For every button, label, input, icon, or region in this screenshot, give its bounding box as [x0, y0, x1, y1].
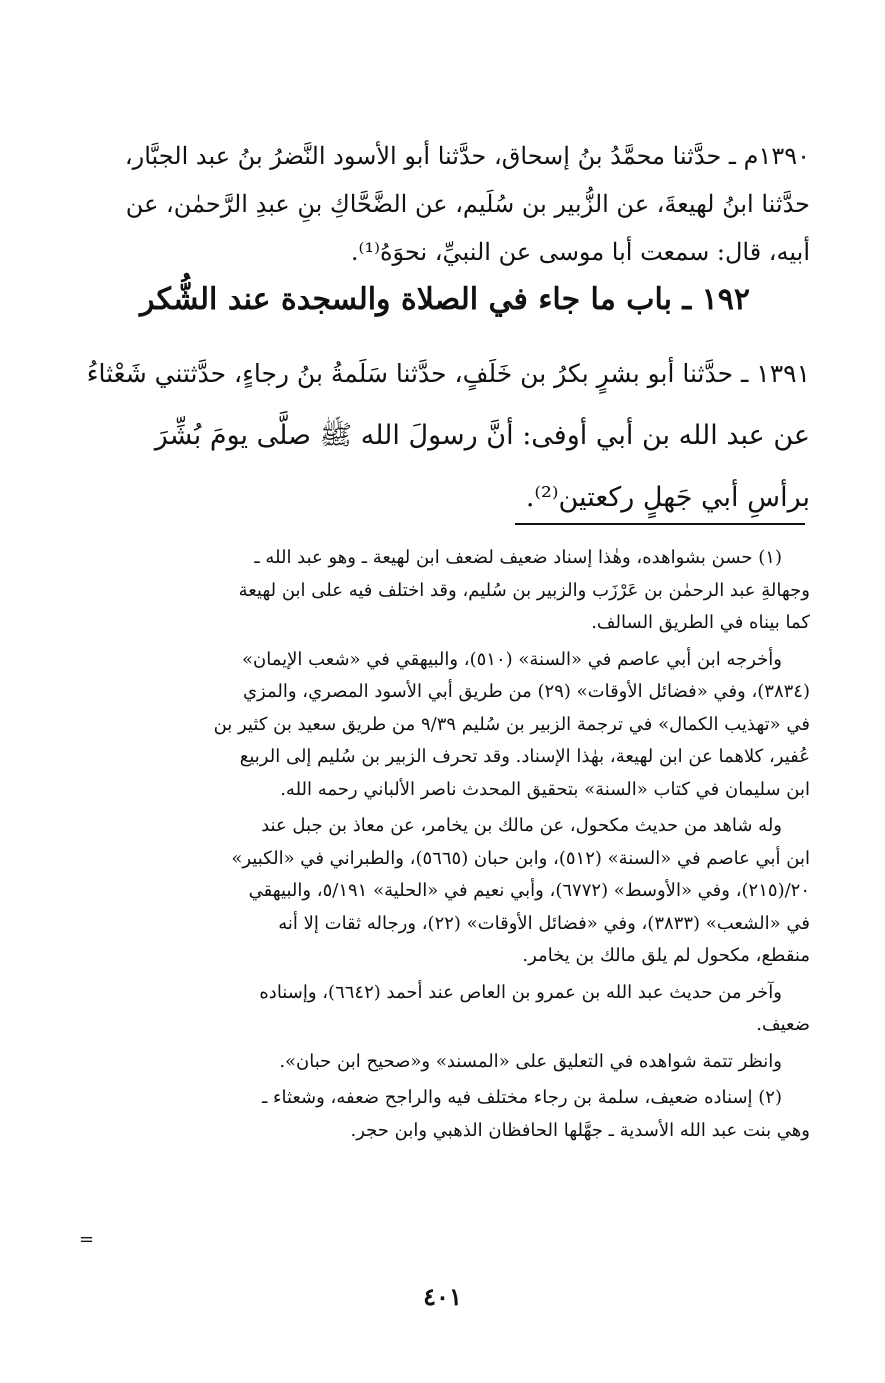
footnote-separator	[515, 523, 805, 525]
footnote-paragraph	[80, 977, 810, 1042]
footnote-line: عُفير، كلاهما عن ابن لهيعة، بهٰذا الإسناد. وقد تحرف الزبير بن سُليم إلى الربيع	[239, 746, 810, 767]
footnote-paragraph	[80, 1046, 810, 1079]
continuation-mark: =	[79, 1229, 95, 1250]
footnote-line: (٣٨٣٤)، وفي «فضائل الأوقات» (٢٩) من طريق أبي الأسود المصري، والمزي	[242, 681, 810, 702]
text-line: عن عبد الله بن أبي أوفى: أنَّ رسولَ الله ﷺ صلَّى يومَ بُشِّرَ	[154, 420, 810, 451]
footnote-line: في «الشعب» (٣٨٣٣)، وفي «فضائل الأوقات» (٢٢)، ورجاله ثقات إلا أنه	[278, 912, 810, 934]
footnote-line: وجهالةِ عبد الرحمٰن بن عَرْزَب والزبير بن سُليم، وقد اختلف فيه على ابن لهيعة	[238, 579, 810, 601]
hadith-1390	[80, 132, 810, 276]
footnote-line: منقطع، مكحول لم يلق مالك بن يخامر.	[522, 945, 810, 966]
footnote-paragraph	[80, 644, 810, 807]
footnote-paragraph	[80, 542, 810, 640]
footnote-line: وأخرجه ابن أبي عاصم في «السنة» (٥١٠)، والبيهقي في «شعب الإيمان»	[242, 648, 782, 670]
footnote-line: ابن سليمان في كتاب «السنة» بتحقيق المحدث ناصر الألباني رحمه الله.	[280, 778, 810, 800]
footnote-paragraph	[80, 1082, 810, 1147]
footnote-line: ٢٠/(٢١٥)، وفي «الأوسط» (٦٧٧٢)، وأبي نعيم في «الحلية» ٥/١٩١، والبيهقي	[248, 880, 810, 901]
footnote-line: في «تهذيب الكمال» في ترجمة الزبير بن سُليم ٩/٣٩ من طريق سعيد بن كثير بن	[213, 713, 810, 735]
page-number: ٤٠١	[423, 1282, 462, 1311]
footnote-line: وله شاهد من حديث مكحول، عن مالك بن يخامر، عن معاذ بن جبل عند	[261, 815, 782, 836]
footnotes	[80, 542, 810, 1147]
footnote-line: ابن أبي عاصم في «السنة» (٥١٢)، وابن حبان (٥٦٦٥)، والطبراني في «الكبير»	[231, 847, 810, 869]
text-line: حدَّثنا ابنُ لهيعةَ، عن الزُّبير بن سُلَيم، عن الضَّحَّاكِ بنِ عبدِ الرَّحمٰن، عن	[125, 190, 810, 218]
footnote-line: وهي بنت عبد الله الأسدية ـ جهَّلها الحافظان الذهبي وابن حجر.	[350, 1119, 810, 1141]
text-line: أبيه، قال: سمعت أبا موسى عن النبيِّ، نحوَهُ⁽¹⁾.	[350, 238, 810, 266]
text-line: ١٣٩٠م ـ حدَّثنا محمَّدُ بنُ إسحاق، حدَّثنا أبو الأسود النَّضرُ بنُ عبد الجبَّار،	[124, 142, 810, 170]
text-line: برأسِ أبي جَهلٍ ركعتين⁽²⁾.	[525, 482, 810, 513]
chapter-heading: ١٩٢ ـ باب ما جاء في الصلاة والسجدة عند الشُّكر	[140, 282, 750, 317]
footnote-line: وانظر تتمة شواهده في التعليق على «المسند» و«صحيح ابن حبان».	[279, 1050, 782, 1072]
footnote-line: كما بيناه في الطريق السالف.	[591, 612, 810, 633]
hadith-1391	[80, 343, 810, 529]
footnote-line: (١) حسن بشواهده، وهٰذا إسناد ضعيف لضعف ابن لهيعة ـ وهو عبد الله ـ	[254, 547, 782, 568]
footnote-line: وآخر من حديث عبد الله بن عمرو بن العاص عند أحمد (٦٦٤٢)، وإسناده	[259, 981, 782, 1003]
footnote-line: (٢) إسناده ضعيف، سلمة بن رجاء مختلف فيه والراجح ضعفه، وشعثاء ـ	[262, 1087, 782, 1108]
text-line: ١٣٩١ ـ حدَّثنا أبو بشرٍ بكرُ بن خَلَفٍ، حدَّثنا سَلَمةُ بنُ رجاءٍ، حدَّثتني شَعْثاءُ	[86, 359, 810, 388]
footnote-line: ضعيف.	[756, 1014, 810, 1035]
footnote-paragraph	[80, 810, 810, 973]
